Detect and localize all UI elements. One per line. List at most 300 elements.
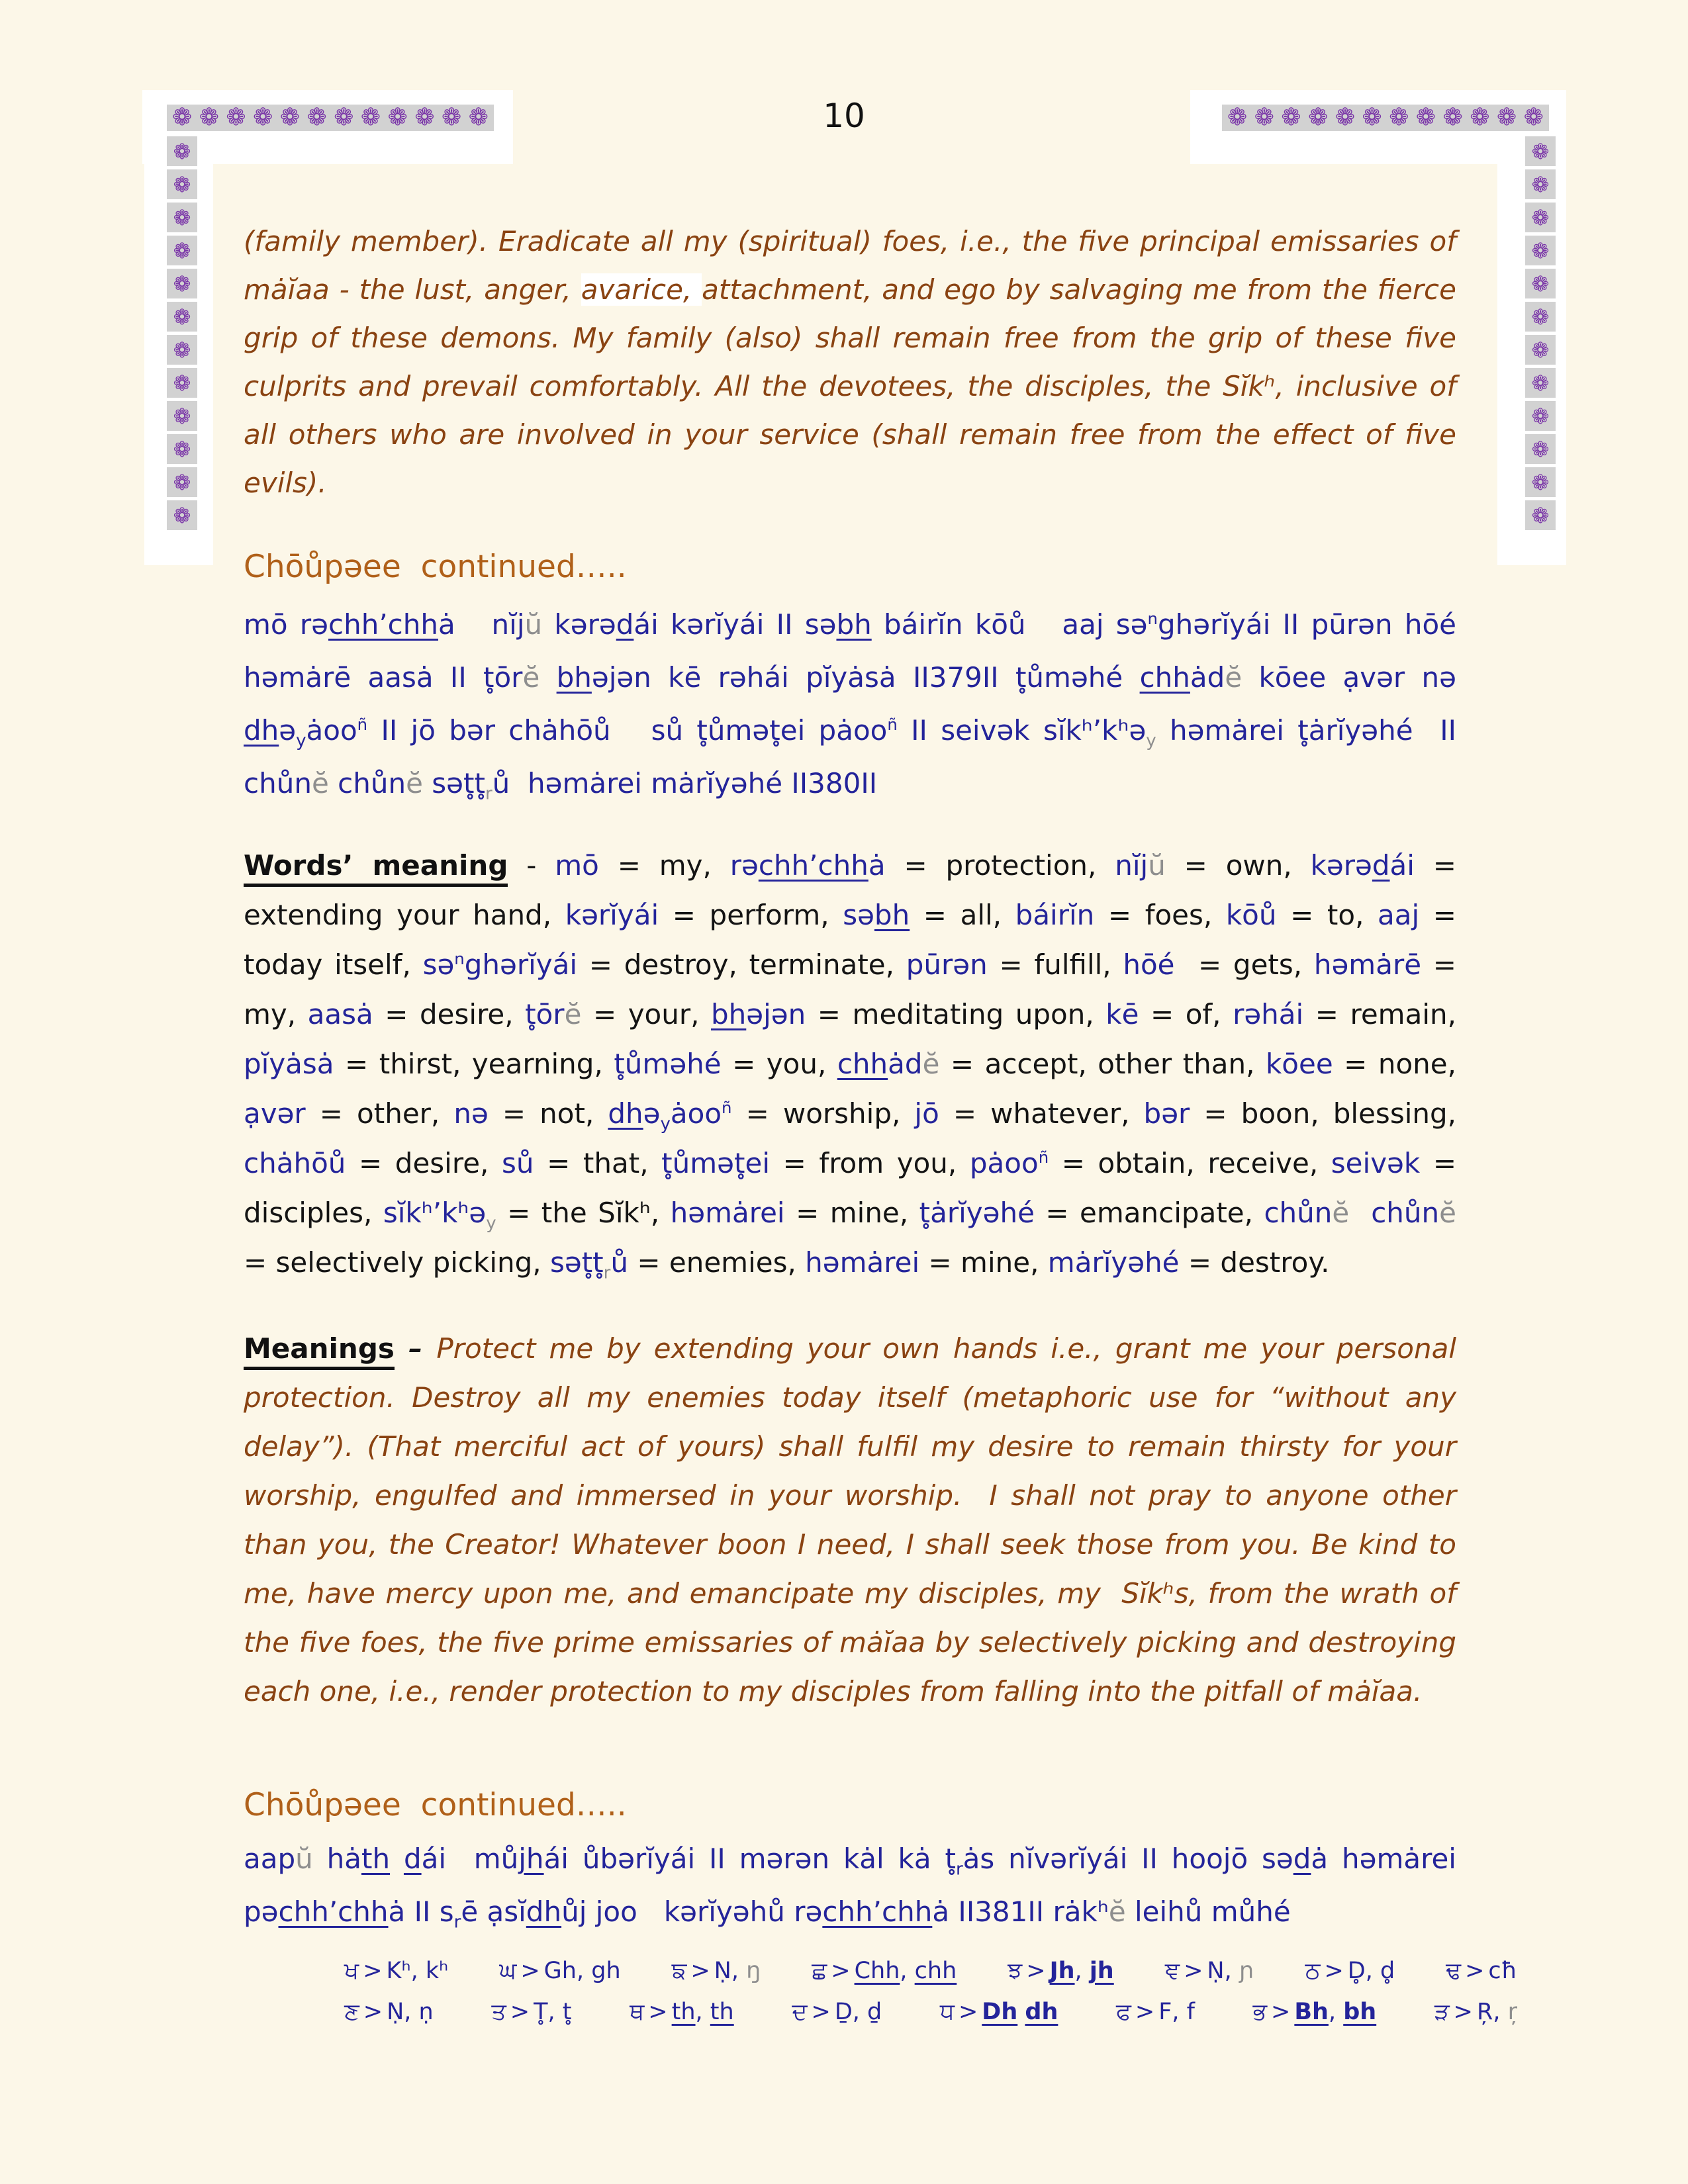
page-number: 10 xyxy=(823,97,865,135)
text-segment: leihů můhé xyxy=(1125,1895,1291,1928)
text-segment: = your, xyxy=(581,998,712,1030)
flower-icon: ❁ xyxy=(173,403,191,429)
verse-transliteration-1 xyxy=(244,598,1456,810)
section-heading-choupaee-1 xyxy=(244,551,1456,584)
text-segment: báirĭn xyxy=(1015,899,1095,931)
text-segment: əjən kē rəhái pĭyȧsȧ II379II t̥ůməhé xyxy=(591,661,1140,694)
phoneme-map-item xyxy=(940,1991,1058,2032)
flower-icon: ❁ xyxy=(306,104,327,131)
text-segment: pūrən xyxy=(906,948,988,981)
gurmukhi-letter: ਧ xyxy=(939,1999,955,2025)
text-segment: bh xyxy=(1343,1999,1377,2025)
floral-border-top-right xyxy=(1222,105,1549,131)
text-segment: ȧ II381II rȧkʰ xyxy=(932,1895,1109,1928)
maps-to-symbol: > xyxy=(1135,1999,1155,2025)
text-segment: mō rə xyxy=(244,608,328,641)
flower-icon: ❁ xyxy=(226,104,246,131)
text-segment: = my, xyxy=(598,849,730,882)
text-segment: ñ xyxy=(1038,1148,1049,1167)
text-segment: sů xyxy=(502,1147,534,1179)
text-segment: Gh, gh xyxy=(543,1958,621,1984)
text-segment: sət̥t̥ xyxy=(549,1246,604,1279)
flower-icon: ❁ xyxy=(1531,337,1550,363)
flower-cell xyxy=(167,269,197,298)
text-segment: = desire, xyxy=(346,1147,502,1179)
text-segment: = my, xyxy=(244,948,1456,1030)
maps-to-symbol: > xyxy=(363,1958,383,1984)
text-segment: kərə xyxy=(542,608,616,641)
text-segment: T̥, t̥ xyxy=(534,1999,572,2025)
text-segment: dh xyxy=(244,714,279,747)
text-segment: = worship, xyxy=(731,1097,915,1130)
text-segment: pȧoo xyxy=(969,1147,1039,1179)
text-segment: chh’chh xyxy=(328,608,439,641)
gurmukhi-letter: ਭ xyxy=(1252,1999,1267,2025)
text-segment: y xyxy=(660,1114,671,1134)
text-segment: t̥ůməhé xyxy=(614,1048,722,1080)
flower-cell xyxy=(1525,269,1556,298)
text-segment: chůn xyxy=(1264,1197,1333,1229)
flower-icon: ❁ xyxy=(442,104,462,131)
phonetic-key xyxy=(344,1950,1517,2032)
text-segment: = mine, xyxy=(784,1197,919,1229)
text-segment: = boon, blessing, xyxy=(1190,1097,1456,1130)
flower-icon: ❁ xyxy=(1531,304,1550,330)
flower-icon: ❁ xyxy=(1362,104,1382,131)
flower-icon: ❁ xyxy=(1531,138,1550,164)
text-segment: r xyxy=(453,1912,461,1933)
flower-icon: ❁ xyxy=(173,469,191,495)
floral-border-right-column xyxy=(1525,136,1556,530)
text-segment: ĕ xyxy=(564,998,582,1030)
flower-icon: ❁ xyxy=(172,104,193,131)
text-segment: bh xyxy=(874,899,910,931)
text-segment: ĕ xyxy=(922,1048,940,1080)
flower-icon: ❁ xyxy=(1415,104,1436,131)
text-segment: pĭyȧsȧ xyxy=(244,1048,334,1080)
text-segment: kərə xyxy=(1310,849,1372,882)
text-segment: sə xyxy=(843,899,874,931)
text-segment: seivək xyxy=(1331,1147,1421,1179)
text-segment: Ṇ, xyxy=(714,1958,747,1984)
text-segment: Ṇ, xyxy=(1207,1958,1239,1984)
text-segment: = emancipate, xyxy=(1034,1197,1264,1229)
text-segment: həmȧrei xyxy=(670,1197,785,1229)
text-segment: = destroy. xyxy=(1179,1246,1330,1279)
text-segment: ȧ nĭj xyxy=(438,608,525,641)
text-segment: = none, xyxy=(1333,1048,1456,1080)
phoneme-map-item xyxy=(1253,1991,1377,2032)
text-segment: cħ xyxy=(1488,1958,1517,1984)
text-segment: mȧrĭyəhé xyxy=(1047,1246,1180,1279)
text-segment xyxy=(539,661,556,694)
text-segment: - xyxy=(508,849,555,882)
floral-border-left-column xyxy=(167,136,197,530)
gurmukhi-letter: ਙ xyxy=(671,1958,687,1984)
text-segment: ɲ xyxy=(1239,1958,1254,1984)
phoneme-map-item xyxy=(1305,1950,1395,1991)
gurmukhi-letter: ੜ xyxy=(1434,1999,1450,2025)
text-segment: ĕ xyxy=(1439,1197,1456,1229)
text-segment: chůn xyxy=(328,767,406,799)
text-segment: = fulfill, xyxy=(987,948,1123,981)
phoneme-map-item xyxy=(792,1991,882,2032)
text-segment: ȧ həmȧrei pə xyxy=(244,1843,1456,1928)
text-segment: kē xyxy=(1105,998,1139,1030)
flower-icon: ❁ xyxy=(1531,436,1550,462)
text-segment: ə xyxy=(643,1097,661,1130)
text-segment: F, f xyxy=(1158,1999,1195,2025)
flower-cell xyxy=(1525,136,1556,166)
text-segment: = meditating upon, xyxy=(806,998,1106,1030)
text-segment: y xyxy=(486,1213,496,1234)
text-segment: th xyxy=(671,1999,696,2025)
text-segment: D̥, d̥ xyxy=(1347,1958,1395,1984)
text-segment: = gets, xyxy=(1174,948,1314,981)
words-meaning-paragraph xyxy=(244,841,1456,1287)
text-segment: y xyxy=(1146,731,1156,751)
text-segment: ĕ xyxy=(522,661,540,694)
text-segment: t̥ȧrĭyəhé xyxy=(919,1197,1035,1229)
phoneme-map-item xyxy=(1008,1950,1113,1991)
flower-icon: ❁ xyxy=(1531,403,1550,429)
text-segment: = destroy, terminate, xyxy=(577,948,906,981)
text-segment: həmȧrei xyxy=(805,1246,920,1279)
flower-icon: ❁ xyxy=(1227,104,1248,131)
text-segment: avarice, xyxy=(581,273,702,306)
flower-cell xyxy=(167,368,197,398)
text-segment: dh xyxy=(1025,1999,1058,2025)
text-segment: = from you, xyxy=(770,1147,970,1179)
text-segment: th xyxy=(361,1843,391,1875)
text-segment: ái kərĭyái II sə xyxy=(633,608,837,641)
text-segment: = enemies, xyxy=(628,1246,806,1279)
text-segment: chȧhōů xyxy=(244,1147,346,1179)
phonetic-key-row xyxy=(344,1991,1517,2032)
flower-cell xyxy=(167,434,197,464)
gurmukhi-letter: ਖ xyxy=(344,1958,359,1984)
phoneme-map-item xyxy=(499,1950,620,1991)
text-segment: sĭkʰ’kʰə xyxy=(383,1197,487,1229)
flower-icon: ❁ xyxy=(173,502,191,528)
text-segment: = accept, other than, xyxy=(939,1048,1266,1080)
flower-icon: ❁ xyxy=(173,171,191,197)
maps-to-symbol: > xyxy=(690,1958,710,1984)
flower-icon: ❁ xyxy=(1335,104,1355,131)
flower-icon: ❁ xyxy=(173,304,191,330)
flower-icon: ❁ xyxy=(360,104,381,131)
text-segment: rəhái xyxy=(1233,998,1304,1030)
text-segment: nĭj xyxy=(1115,849,1149,882)
text-segment: ȧoo xyxy=(670,1097,722,1130)
text-segment: = all, xyxy=(910,899,1015,931)
text-segment: r̦ xyxy=(1507,1999,1517,2025)
text-segment: = remain, xyxy=(1303,998,1456,1030)
text-segment: attachment, and ego by salvaging me from the fierce grip of these demons. My family (also) shall remain free from the grip of these five culprits and prevail comfortably. All the devotees, the disciples, the Sĭkʰ, inclusive of all others who are involved in your service (shall remain free from the effect of five evils). xyxy=(244,273,1456,499)
gurmukhi-letter: ਘ xyxy=(499,1958,517,1984)
text-segment: = other, xyxy=(305,1097,454,1130)
text-segment: aasȧ xyxy=(307,998,373,1030)
maps-to-symbol: > xyxy=(1465,1958,1485,1984)
text-segment: – xyxy=(394,1332,437,1365)
text-segment: = that, xyxy=(534,1147,662,1179)
flower-icon: ❁ xyxy=(173,271,191,296)
text-segment: ái ůbərĭyái II mərən kȧl kȧ t̥ xyxy=(543,1843,956,1875)
text-segment: = extending your hand, xyxy=(244,849,1456,931)
text-segment: kōee ạvər nə xyxy=(1242,661,1456,694)
text-segment: , xyxy=(695,1999,710,2025)
flower-icon: ❁ xyxy=(173,436,191,462)
text-segment: = selectively picking, xyxy=(244,1246,550,1279)
maps-to-symbol: > xyxy=(1453,1999,1473,2025)
flower-icon: ❁ xyxy=(173,138,191,164)
text-segment: n xyxy=(1147,609,1158,628)
text-segment: Chh xyxy=(854,1958,900,1984)
maps-to-symbol: > xyxy=(811,1999,831,2025)
text-segment: chh’chh xyxy=(278,1895,389,1928)
text-segment xyxy=(390,1843,404,1875)
text-segment: t̥ůmət̥ei xyxy=(661,1147,770,1179)
text-segment: = not, xyxy=(488,1097,608,1130)
maps-to-symbol: > xyxy=(363,1999,383,2025)
text-segment: = own, xyxy=(1165,849,1311,882)
text-segment: ạvər xyxy=(244,1097,306,1130)
flower-icon: ❁ xyxy=(199,104,219,131)
text-segment: II seivək sĭkʰ’kʰə xyxy=(897,714,1147,747)
text-segment: ůj joo kərĭyəhů rə xyxy=(561,1895,823,1928)
text-segment: = desire, xyxy=(373,998,526,1030)
flower-icon: ❁ xyxy=(414,104,435,131)
text-segment: ái xyxy=(1389,849,1415,882)
text-segment: həmȧrē xyxy=(1313,948,1422,981)
text-segment: əjən xyxy=(746,998,806,1030)
text-segment: = thirst, yearning, xyxy=(334,1048,614,1080)
text-segment: = to, xyxy=(1276,899,1378,931)
text-segment: aap xyxy=(244,1843,296,1875)
text-segment: ŋ xyxy=(746,1958,761,1984)
maps-to-symbol: > xyxy=(510,1999,530,2025)
maps-to-symbol: > xyxy=(1271,1999,1291,2025)
phoneme-map-item xyxy=(1446,1950,1517,1991)
text-segment: r xyxy=(603,1263,611,1283)
text-segment: II jō bər chȧhōů sů t̥ůmət̥ei pȧoo xyxy=(367,714,888,747)
text-segment: bh xyxy=(556,661,592,694)
text-segment: Bh xyxy=(1294,1999,1329,2025)
flower-icon: ❁ xyxy=(1531,370,1550,396)
text-segment: ȧ xyxy=(868,849,886,882)
text-segment: Jh xyxy=(1049,1958,1075,1984)
text-segment: Kʰ, kʰ xyxy=(386,1958,449,1984)
text-segment: chh’chh xyxy=(822,1895,933,1928)
flower-cell xyxy=(167,136,197,166)
text-segment: ái mů xyxy=(421,1843,519,1875)
flower-icon: ❁ xyxy=(1531,205,1550,230)
flower-icon: ❁ xyxy=(173,370,191,396)
text-segment: , xyxy=(900,1958,915,1984)
text-segment: n xyxy=(454,949,465,968)
meanings-paragraph xyxy=(244,1324,1456,1716)
flower-icon: ❁ xyxy=(173,238,191,263)
flower-cell xyxy=(167,500,197,530)
flower-cell xyxy=(167,302,197,332)
gurmukhi-letter: ਥ xyxy=(630,1999,645,2025)
text-segment: kōee xyxy=(1265,1048,1333,1080)
flower-cell xyxy=(1525,335,1556,365)
flower-icon: ❁ xyxy=(1470,104,1490,131)
phoneme-map-item xyxy=(491,1991,571,2032)
text-segment: d xyxy=(1293,1843,1311,1875)
maps-to-symbol: > xyxy=(831,1958,851,1984)
flower-cell xyxy=(1525,302,1556,332)
text-segment: ghərĭyái II pūrən hōé həmȧrē aasȧ II t̥ōr xyxy=(244,608,1456,694)
flower-icon: ❁ xyxy=(1523,104,1544,131)
text-segment: t̥ōr xyxy=(525,998,565,1030)
text-segment: báirĭn kōů aaj sə xyxy=(871,608,1148,641)
text-segment: d xyxy=(1372,849,1390,882)
text-segment: bh xyxy=(711,998,747,1030)
text-segment: chh xyxy=(1139,661,1190,694)
phoneme-map-item xyxy=(630,1991,734,2032)
text-segment: chh xyxy=(914,1958,957,1984)
flower-icon: ❁ xyxy=(1442,104,1463,131)
gurmukhi-letter: ਤ xyxy=(491,1999,506,2025)
text-segment: = today itself, xyxy=(244,899,1456,981)
text-segment: ñ xyxy=(887,715,898,734)
text-segment: d xyxy=(403,1843,422,1875)
text-segment: rə xyxy=(729,849,759,882)
text-segment: = perform, xyxy=(659,899,843,931)
text-segment: ů xyxy=(610,1246,628,1279)
text-segment: Chōůpəee continued….. xyxy=(244,549,627,585)
text-segment: kōů xyxy=(1225,899,1277,931)
text-segment: chh xyxy=(837,1048,888,1080)
text-segment: ȧd xyxy=(1190,661,1225,694)
flower-icon: ❁ xyxy=(387,104,408,131)
text-segment: ə xyxy=(279,714,297,747)
flower-cell xyxy=(1525,236,1556,265)
flower-cell xyxy=(167,467,197,497)
flower-icon: ❁ xyxy=(173,337,191,363)
text-segment: = you, xyxy=(721,1048,837,1080)
flower-cell xyxy=(1525,500,1556,530)
text-segment: kərĭyái xyxy=(565,899,659,931)
gurmukhi-letter: ਫ xyxy=(1116,1999,1131,2025)
text-segment: bər xyxy=(1143,1097,1190,1130)
flower-cell xyxy=(167,203,197,232)
gurmukhi-letter: ਦ xyxy=(792,1999,808,2025)
flower-cell xyxy=(1525,368,1556,398)
flower-icon: ❁ xyxy=(1531,271,1550,296)
flower-cell xyxy=(1525,434,1556,464)
text-segment: hȧ xyxy=(312,1843,361,1875)
text-segment: ȧs nĭvərĭyái II hoojō sə xyxy=(962,1843,1293,1875)
text-segment: = the Sĭkʰ, xyxy=(496,1197,671,1229)
text-segment: (family member). Eradicate all my (spiritual) foes, i.e., the five principal emissaries of mȧĭaa - the lust, anger, xyxy=(244,225,1456,306)
text-segment: ȧd xyxy=(888,1048,923,1080)
text-segment: , xyxy=(1074,1958,1090,1984)
text-segment: ĕ xyxy=(406,767,423,799)
text-segment: həmȧrei t̥ȧrĭyəhé II chůn xyxy=(244,714,1456,799)
phoneme-map-item xyxy=(1165,1950,1254,1991)
text-segment: jh xyxy=(518,1843,544,1875)
translation-paragraph xyxy=(244,217,1456,507)
text-segment: dh xyxy=(608,1097,643,1130)
text-segment: r xyxy=(485,784,492,804)
phoneme-map-item xyxy=(672,1950,761,1991)
text-segment: ŭ xyxy=(524,608,543,641)
flower-icon: ❁ xyxy=(468,104,489,131)
flower-icon: ❁ xyxy=(334,104,354,131)
page-content xyxy=(244,199,1517,2032)
text-segment: Protect me by extending your own hands i.e., grant me your personal protection. Destroy all my enemies today itself (metaphoric use for “without any delay”). (That merciful act of yours) shall fulfil my desire to remain thirsty for your worship, engulfed and immersed in your worship. I shall not pray to anyone other than you, the Creator! Whatever boon I need, I shall seek those from you. Be kind to me, have mercy upon me, and emancipate my disciples, my Sĭkʰs, from the wrath of the five foes, the five prime emissaries of mȧĭaa by selectively picking and destroying each one, i.e., render protection to my disciples from falling into the pitfall of mȧĭaa. xyxy=(244,1332,1456,1707)
flower-icon: ❁ xyxy=(1254,104,1274,131)
text-segment: ĕ xyxy=(311,767,329,799)
text-segment: r xyxy=(955,1859,963,1880)
maps-to-symbol: > xyxy=(1026,1958,1046,1984)
text-segment: th xyxy=(710,1999,734,2025)
text-segment: bh xyxy=(836,608,872,641)
maps-to-symbol: > xyxy=(958,1999,978,2025)
text-segment: d xyxy=(616,608,634,641)
text-segment: = mine, xyxy=(919,1246,1048,1279)
flower-cell xyxy=(167,401,197,431)
text-segment: = of, xyxy=(1139,998,1233,1030)
flower-cell xyxy=(1525,169,1556,199)
flower-icon: ❁ xyxy=(1308,104,1329,131)
text-segment: ñ xyxy=(722,1098,732,1117)
text-segment: , xyxy=(1328,1999,1344,2025)
text-segment: = obtain, receive, xyxy=(1049,1147,1331,1179)
text-segment: R̦, xyxy=(1477,1999,1508,2025)
flower-icon: ❁ xyxy=(1531,469,1550,495)
text-segment: sət̥t̥ xyxy=(422,767,485,799)
flower-icon: ❁ xyxy=(1389,104,1409,131)
flower-icon: ❁ xyxy=(1281,104,1301,131)
gurmukhi-letter: ਛ xyxy=(812,1958,827,1984)
section-heading-choupaee-2 xyxy=(244,1789,1456,1822)
flower-icon: ❁ xyxy=(1531,502,1550,528)
text-segment: Ḏ, ḏ xyxy=(834,1999,882,2025)
maps-to-symbol: > xyxy=(520,1958,540,1984)
text-segment: aaj xyxy=(1378,899,1420,931)
text-segment: mō xyxy=(555,849,599,882)
flower-cell xyxy=(1525,203,1556,232)
text-segment: nə xyxy=(453,1097,489,1130)
text-segment: chůn xyxy=(1371,1197,1440,1229)
text-segment: jh xyxy=(1089,1958,1114,1984)
flower-cell xyxy=(1525,401,1556,431)
flower-icon: ❁ xyxy=(253,104,273,131)
gurmukhi-letter: ਠ xyxy=(1305,1958,1321,1984)
text-segment: ȧ II s xyxy=(388,1895,454,1928)
text-segment: Ṇ, ṇ xyxy=(387,1999,434,2025)
flower-icon: ❁ xyxy=(279,104,300,131)
verse-transliteration-2 xyxy=(244,1833,1456,1938)
text-segment: Meanings xyxy=(244,1332,395,1370)
text-segment: = disciples, xyxy=(244,1147,1457,1229)
gurmukhi-letter: ਝ xyxy=(1008,1958,1023,1984)
text-segment: y xyxy=(296,731,306,751)
gurmukhi-letter: ਢ xyxy=(1446,1958,1462,1984)
text-segment: ĕ xyxy=(1225,661,1243,694)
phoneme-map-item xyxy=(344,1950,448,1991)
text-segment: ů həmȧrei mȧrĭyəhé II380II xyxy=(492,767,878,799)
text-segment: sə xyxy=(422,948,455,981)
phoneme-map-item xyxy=(344,1991,434,2032)
flower-icon: ❁ xyxy=(1531,238,1550,263)
text-segment: ȧoo xyxy=(306,714,357,747)
flower-icon: ❁ xyxy=(173,205,191,230)
